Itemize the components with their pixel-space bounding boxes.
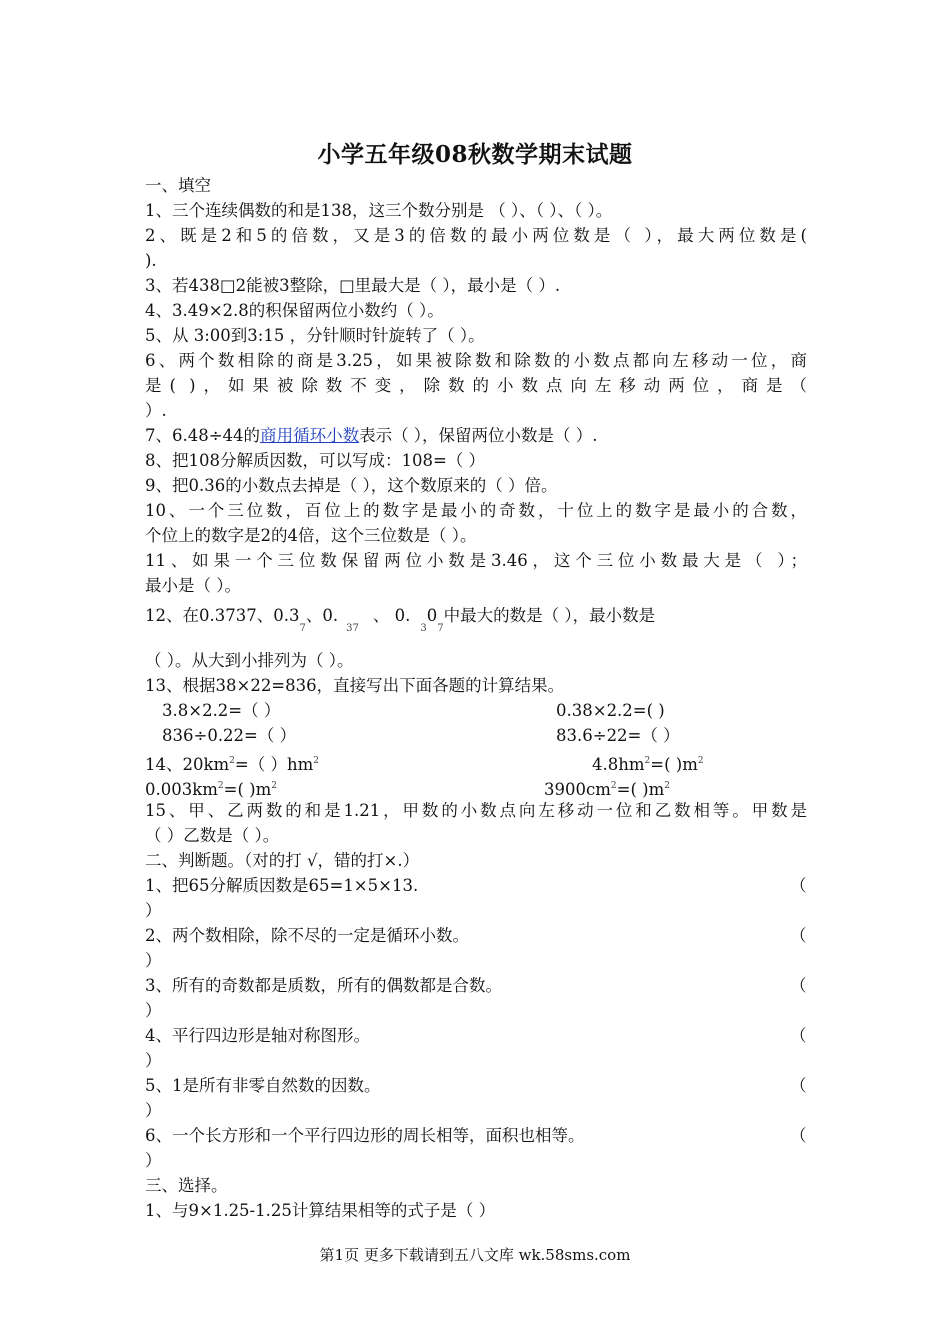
question-7	[145, 425, 598, 447]
question-1: 1、三个连续偶数的和是138，这三个数分别是 （ ）、（ ）、（ ）。	[145, 201, 613, 220]
question-6-line2: 是( )，如果被除数不变，除数的小数点向左移动两位，商是（	[145, 376, 807, 395]
square-superscript: 2	[229, 756, 235, 766]
square-superscript: 2	[313, 756, 319, 766]
question-12-line1	[145, 605, 655, 640]
q14-4-text-a: 3900cm	[544, 780, 611, 799]
square-superscript: 2	[271, 781, 277, 791]
question-11-line2: 最小是（ ）。	[145, 576, 241, 595]
q12-text-c: 、 0.	[372, 606, 411, 625]
question-11-line1: 11、如果一个三位数保留两位小数是3.46，这个三位小数最大是（ ）；	[145, 551, 807, 570]
judge-4-paren-open: （	[790, 1026, 807, 1045]
judge-2: 2、两个数相除，除不尽的一定是循环小数。	[145, 926, 469, 945]
q14-2-text-a: 4.8hm	[592, 755, 645, 774]
question-8: 8、把108分解质因数，可以写成：108=（ ）	[145, 451, 486, 470]
question-14-item-4	[544, 775, 670, 801]
square-superscript: 2	[644, 756, 651, 766]
question-13-item-1: 3.8×2.2=（ ）	[162, 701, 281, 720]
judge-6: 6、一个长方形和一个平行四边形的周长相等，面积也相等。	[145, 1126, 585, 1145]
judge-6-paren-close: ）	[145, 1151, 162, 1170]
question-10-line2: 个位上的数字是2的4倍，这个三位数是（ ）。	[145, 526, 477, 545]
judge-1: 1、把65分解质因数是65=1×5×13.	[145, 876, 419, 895]
square-superscript: 2	[217, 781, 224, 791]
q12-text-a: 12、在0.3737、0.3	[145, 606, 300, 625]
question-6-line3: ）.	[145, 401, 167, 420]
judge-5-paren-open: （	[790, 1076, 807, 1095]
judge-3-paren-open: （	[790, 976, 807, 995]
question-14-item-3	[145, 775, 277, 801]
question-15-line2: （ ）乙数是（ ）。	[145, 826, 280, 845]
question-13-item-4: 83.6÷22=（ ）	[556, 726, 680, 745]
judge-4-paren-close: ）	[145, 1051, 162, 1070]
q14-1-text-a: 14、20km	[145, 755, 230, 774]
question-9: 9、把0.36的小数点去掉是（ ），这个数原来的（ ）倍。	[145, 476, 558, 495]
question-14-item-2	[592, 750, 704, 776]
q14-2-text-b: =( )m	[650, 755, 698, 774]
section-heading-choice: 三、选择。	[145, 1176, 228, 1195]
question-7-suffix: 表示（ ），保留两位小数是（ ）.	[359, 426, 598, 445]
question-5: 5、从 3:00到3:15 ，分针顺时针旋转了（ ）。	[145, 326, 485, 345]
judge-5-paren-close: ）	[145, 1101, 162, 1120]
judge-2-paren-open: （	[790, 926, 807, 945]
question-3: 3、若438□2能被3整除，□里最大是（ ），最小是（ ）.	[145, 276, 561, 295]
judge-3-paren-close: ）	[145, 1001, 162, 1020]
question-13-item-3: 836÷0.22=（ ）	[162, 726, 297, 745]
question-4: 4、3.49×2.8的积保留两位小数约（ ）。	[145, 301, 444, 320]
page-title: 小学五年级08秋数学期末试题	[317, 141, 633, 168]
judge-3: 3、所有的奇数都是质数，所有的偶数都是合数。	[145, 976, 502, 995]
question-14-item-1	[145, 750, 319, 776]
q14-3-text-b: =( )m	[223, 780, 272, 799]
judge-5: 5、1是所有非零自然数的因数。	[145, 1076, 381, 1095]
section-heading-true-false: 二、判断题。（对的打 √，错的打×.）	[145, 851, 420, 870]
square-superscript: 2	[697, 756, 704, 766]
question-10-line1: 10、一个三位数，百位上的数字是最小的奇数，十位上的数字是最小的合数，	[145, 501, 807, 520]
q12-text-b: 、0.	[305, 606, 339, 625]
q12-text-d: 0	[426, 606, 438, 625]
question-13-item-2: 0.38×2.2=( )	[556, 701, 665, 720]
question-15-line1: 15、甲、乙两数的和是1.21，甲数的小数点向左移动一位和乙数相等。甲数是	[145, 801, 807, 820]
section-heading-fill-blank: 一、填空	[145, 176, 211, 195]
choice-1: 1、与9×1.25-1.25计算结果相等的式子是（ ）	[145, 1201, 496, 1220]
q12-repeat-digit-1: 7	[299, 623, 306, 634]
recurring-decimal-link[interactable]: 商用循环小数	[260, 426, 360, 445]
question-7-prefix: 7、6.48÷44的	[145, 426, 261, 445]
square-superscript: 2	[664, 781, 670, 791]
q12-repeat-digit-3: 3	[420, 623, 427, 634]
question-2-line1: 2、既是2和5的倍数，又是3的倍数的最小两位数是（ ），最大两位数是(	[145, 226, 807, 245]
q14-1-text-b: =（ ）hm	[234, 755, 314, 774]
question-13: 13、根据38×22=836，直接写出下面各题的计算结果。	[145, 676, 565, 695]
question-6-line1: 6、两个数相除的商是3.25，如果被除数和除数的小数点都向左移动一位，商	[145, 351, 807, 370]
judge-1-paren-open: （	[790, 876, 807, 895]
q12-repeat-digit-4: 7	[437, 623, 444, 634]
question-2-line2: ).	[145, 251, 157, 270]
q12-repeat-digit-2: 37	[346, 623, 359, 634]
judge-4: 4、平行四边形是轴对称图形。	[145, 1026, 370, 1045]
q14-3-text-a: 0.003km	[145, 780, 218, 799]
square-superscript: 2	[610, 781, 617, 791]
judge-1-paren-close: ）	[145, 901, 162, 920]
judge-2-paren-close: ）	[145, 951, 162, 970]
q14-4-text-b: =( )m	[616, 780, 665, 799]
question-12-line2: （ ）。从大到小排列为（ ）。	[145, 651, 354, 670]
judge-6-paren-open: （	[790, 1126, 807, 1145]
q12-text-e: 中最大的数是（ ），最小数是	[443, 606, 656, 625]
page-footer: 第1页 更多下载请到五八文库 wk.58sms.com	[319, 1246, 631, 1264]
